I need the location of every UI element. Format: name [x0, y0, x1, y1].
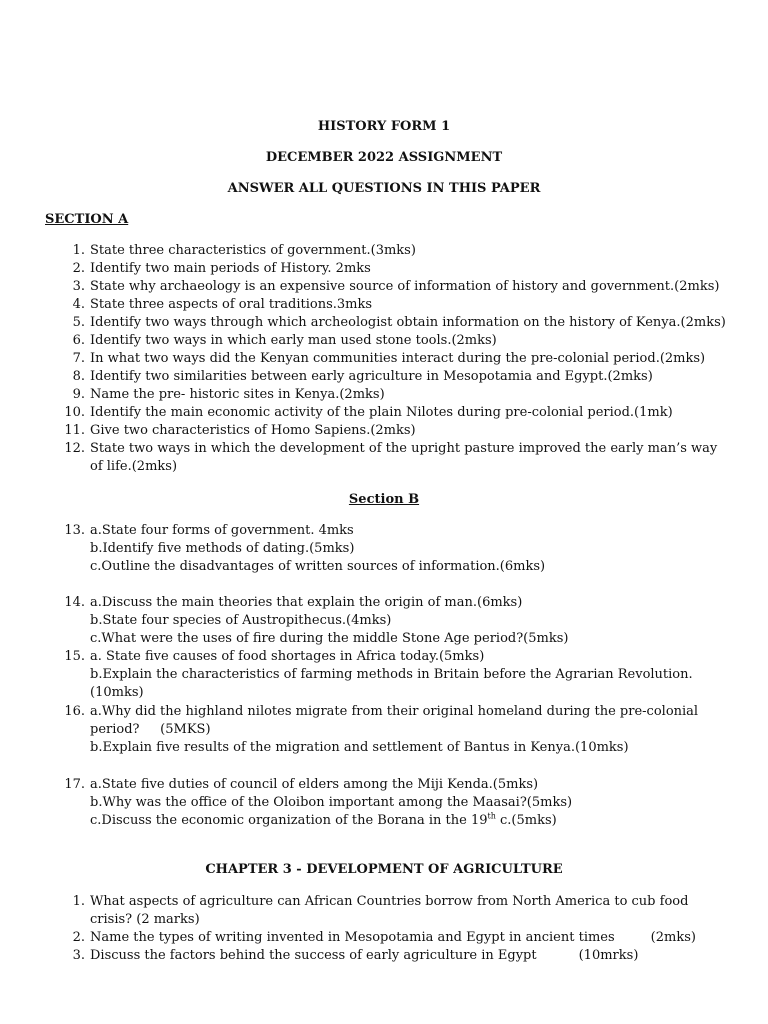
assignment-page: HISTORY FORM 1 DECEMBER 2022 ASSIGNMENT ANSWER ALL QUESTIONS IN THIS PAPER SECTION A 1. State three characteristics of government.(3mks) 2. Identify two main periods of History. 2mks 3. State why archaeology is an expensive source of information of history and government.(2mks) 4. State three aspects of oral traditions.3mks 5. Identify two ways through which archeologist obtain information on the history of Kenya.(2mks) 6. Identify two ways in which early man used stone tools.(2mks) 7. In what two ways did the Kenyan communities interact during the pre-colonial period.(2mks) 8. Identify two similarities between early agriculture in Mesopotamia and Egypt.(2mks) 9. Name the pre- historic sites in Kenya.(2mks) 10. Identify the main economic activity of the plain Nilotes during pre-colonial period.(1mk) 11. Give two characteristics of Homo Sapiens.(2mks) 12. State two ways in which the development of the upright pasture improved the early man’s way of life.(2mks) Section B 13. a.State four forms of government. 4mks b.Identify five methods of dating.(5mks) c.Outline the disadvantages of written sources of information.(6mks) 14. a.Discuss the main theories that explain the origin of man.(6mks) b.State four species of Austropithecus.(4mks) c.What were the uses of fire during the middle Stone Age period?(5mks) 15. a. State five causes of food shortages in Africa today.(5mks) b.Explain the characteristics of farming methods in Britain before the Agrarian Revolution.(10mks) 16. a.Why did the highland nilotes migrate from their original homeland during the pre-colonial period? (5MKS) b.Explain five results of the migration and settlement of Bantus in Kenya.(10mks) 17. a.State five duties of council of elders among the Miji Kenda.(5mks) b.Why was the office of the Oloibon important among the Maasai?(5mks) c.Discuss the economic organization of the Borana in the 19th c.(5mks) CHAPTER 3 - DEVELOPMENT OF AGRICULTURE 1. What aspects of agriculture can African Countries borrow from North America to cub food crisis? (2 marks) 2. Name the types of writing invented in Mesopotamia and Egypt in ancient times (2mks) 3. Discuss the factors behind the success of early agriculture in Egypt (10mrks): [0, 0, 768, 1024]
title-assignment-date: DECEMBER 2022 ASSIGNMENT: [265, 150, 503, 165]
section-b-heading: Section B: [348, 492, 420, 507]
chapter-3-heading: CHAPTER 3 - DEVELOPMENT OF AGRICULTURE: [205, 862, 563, 877]
title-instructions: ANSWER ALL QUESTIONS IN THIS PAPER: [227, 181, 541, 196]
section-a-heading: SECTION A: [45, 212, 129, 227]
title-history-form: HISTORY FORM 1: [317, 119, 451, 134]
